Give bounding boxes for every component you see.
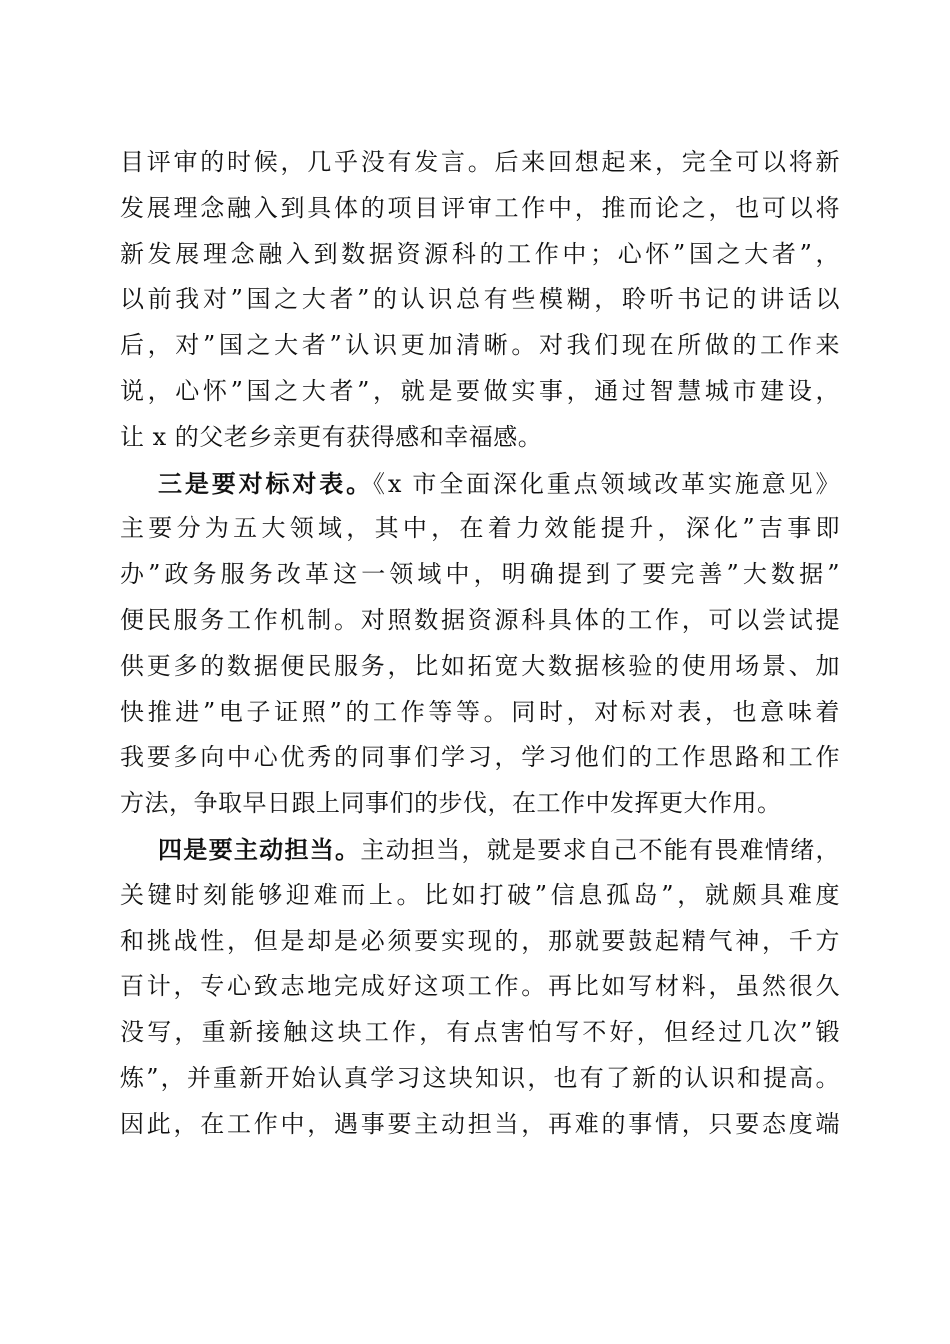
paragraph-1 bbox=[120, 140, 840, 461]
text-line: 快推进”电子证照”的工作等等。同时，对标对表，也意味着 bbox=[120, 697, 840, 726]
text-line: 炼”，并重新开始认真学习这块知识，也有了新的认识和提高。 bbox=[120, 1063, 840, 1092]
text-line: 以前我对”国之大者”的认识总有些模糊，聆听书记的讲话以 bbox=[120, 285, 840, 314]
text-line: 供更多的数据便民服务，比如拓宽大数据核验的使用场景、加 bbox=[120, 651, 840, 680]
text-line: 便民服务工作机制。对照数据资源科具体的工作，可以尝试提 bbox=[120, 605, 840, 634]
paragraph-3 bbox=[120, 827, 840, 1148]
text-line: 主要分为五大领域，其中，在着力效能提升，深化”吉事即 bbox=[120, 514, 840, 543]
paragraph-lead-text: 主动担当，就是要求自己不能有畏难情绪， bbox=[360, 835, 841, 864]
text-line: 后，对”国之大者”认识更加清晰。对我们现在所做的工作来 bbox=[120, 331, 840, 360]
text-line: 办”政务服务改革这一领域中，明确提到了要完善”大数据” bbox=[120, 560, 840, 589]
text-line: 方法，争取早日跟上同事们的步伐，在工作中发挥更大作用。 bbox=[120, 789, 782, 818]
text-line: 让 x 的父老乡亲更有获得感和幸福感。 bbox=[120, 422, 543, 451]
paragraph-heading: 四是要主动担当。 bbox=[158, 834, 361, 864]
paragraph-first-line bbox=[120, 827, 840, 873]
text-line: 我要多向中心优秀的同事们学习，学习他们的工作思路和工作 bbox=[120, 743, 840, 772]
text-line: 没写，重新接触这块工作，有点害怕写不好，但经过几次”锻 bbox=[120, 1018, 840, 1047]
body-text bbox=[120, 140, 840, 1148]
paragraph-2 bbox=[120, 461, 840, 827]
text-line: 和挑战性，但是却是必须要实现的，那就要鼓起精气神，千方 bbox=[120, 926, 840, 955]
text-line: 关键时刻能够迎难而上。比如打破”信息孤岛”，就颇具难度 bbox=[120, 880, 840, 909]
text-line: 说，心怀”国之大者”，就是要做实事，通过智慧城市建设， bbox=[120, 376, 840, 405]
paragraph-first-line bbox=[120, 461, 840, 507]
text-line: 发展理念融入到具体的项目评审工作中，推而论之，也可以将 bbox=[120, 193, 840, 222]
text-line: 百计，专心致志地完成好这项工作。再比如写材料，虽然很久 bbox=[120, 972, 840, 1001]
text-line: 新发展理念融入到数据资源科的工作中；心怀”国之大者”， bbox=[120, 239, 840, 268]
text-line: 目评审的时候，几乎没有发言。后来回想起来，完全可以将新 bbox=[120, 148, 840, 176]
paragraph-lead-text: 《x 市全面深化重点领域改革实施意见》 bbox=[372, 469, 840, 498]
paragraph-heading: 三是要对标对表。 bbox=[158, 468, 373, 498]
text-line: 因此，在工作中，遇事要主动担当，再难的事情，只要态度端 bbox=[120, 1109, 840, 1138]
